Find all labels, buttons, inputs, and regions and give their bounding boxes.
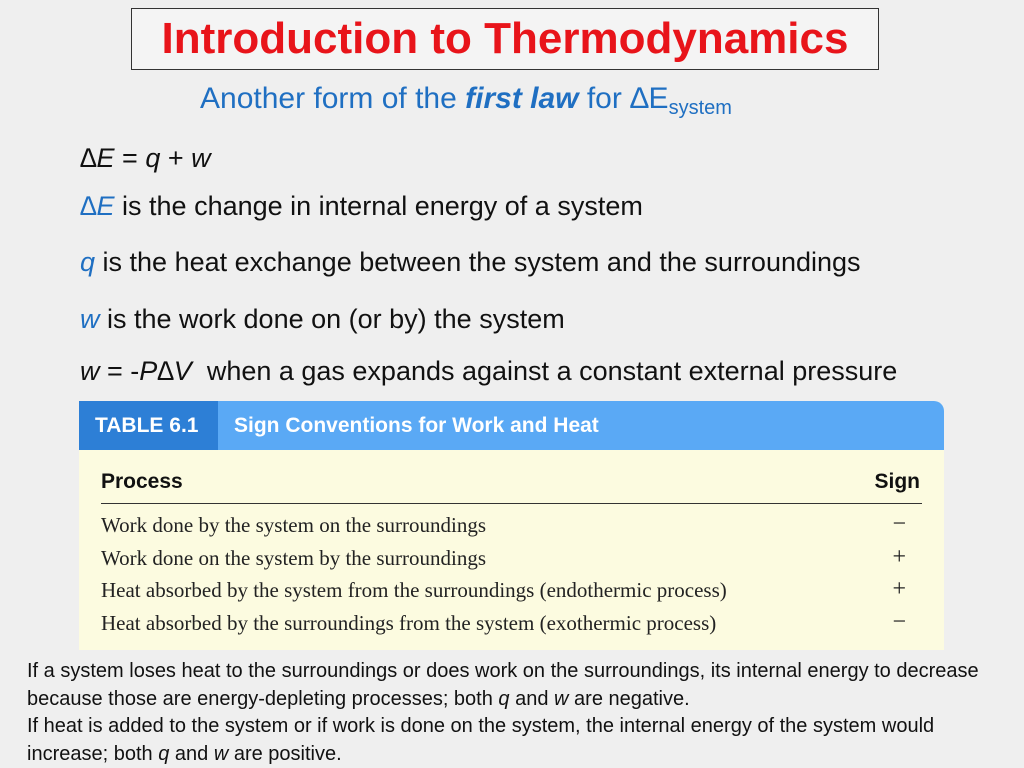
definition-text: is the work done on (or by) the system <box>99 304 565 334</box>
column-header-sign: Sign <box>874 470 920 493</box>
table-caption: Sign Conventions for Work and Heat <box>234 413 599 437</box>
first-law-equation <box>80 143 211 174</box>
sign-conventions-table <box>79 401 944 650</box>
table-header-bar <box>79 401 944 450</box>
paragraph-w: w <box>213 742 229 765</box>
table-body <box>101 511 922 641</box>
eq2-pdv: P∆V <box>139 356 192 386</box>
definition-symbol: q <box>80 247 96 277</box>
subtitle-emphasis: first law <box>465 82 579 115</box>
table-number: TABLE 6.1 <box>79 401 218 450</box>
table-row <box>101 544 922 577</box>
table-cell-sign: − <box>892 511 906 537</box>
subtitle-prefix: Another form of the <box>200 82 466 115</box>
work-equation <box>80 356 897 387</box>
eq1-plus: + <box>160 143 192 173</box>
explanation-paragraph-1 <box>27 658 1017 713</box>
eq2-w: w <box>80 356 100 386</box>
paragraph-end: are positive. <box>228 742 342 765</box>
title-box <box>131 8 879 70</box>
table-cell-process: Heat absorbed by the system from the surroundings (endothermic process) <box>101 578 727 602</box>
definition-symbol: ∆E <box>80 191 115 221</box>
definition-text: is the heat exchange between the system and the surroundings <box>95 247 861 277</box>
subtitle-subscript: system <box>668 97 732 119</box>
definition-q <box>80 247 861 278</box>
explanation-paragraph-2 <box>27 713 1017 768</box>
definition-w <box>80 304 565 335</box>
column-header-process: Process <box>101 470 183 493</box>
page-title: Introduction to Thermodynamics <box>161 14 849 63</box>
paragraph-text: If heat is added to the system or if work is done on the system, the internal energy of the system would increase; both <box>27 715 935 765</box>
definition-symbol: w <box>80 304 100 334</box>
paragraph-q: q <box>498 687 510 710</box>
table-cell-process: Heat absorbed by the surroundings from the system (exothermic process) <box>101 610 717 635</box>
definition-delta-e <box>80 191 643 222</box>
subtitle-suffix: for ∆E <box>578 82 669 115</box>
table-column-headers <box>101 467 922 504</box>
eq1-equals: = <box>114 143 146 173</box>
eq1-lhs: ∆E <box>80 143 115 173</box>
explanation-text <box>27 658 1017 768</box>
table-cell-sign: + <box>892 543 906 570</box>
paragraph-text: If a system loses heat to the surroundings or does work on the surroundings, its internal energy to decrease because those are energy-depleting processes; both <box>27 660 979 710</box>
table-cell-process: Work done by the system on the surroundings <box>101 513 487 537</box>
eq1-q: q <box>145 143 161 173</box>
table-cell-process: Work done on the system by the surroundings <box>101 545 487 570</box>
eq1-w: w <box>191 143 211 173</box>
paragraph-q: q <box>158 742 170 765</box>
paragraph-end: are negative. <box>568 687 690 710</box>
table-cell-sign: + <box>892 576 906 602</box>
subtitle <box>200 82 732 120</box>
table-row <box>101 609 922 642</box>
paragraph-w: w <box>554 687 569 710</box>
table-row <box>101 576 922 609</box>
eq2-equals: = - <box>99 356 140 386</box>
definition-text: is the change in internal energy of a system <box>114 191 643 221</box>
paragraph-and: and <box>169 742 214 765</box>
eq2-text: when a gas expands against a constant external pressure <box>191 356 898 386</box>
table-cell-sign: − <box>892 608 906 635</box>
table-row <box>101 511 922 544</box>
paragraph-and: and <box>509 687 555 710</box>
